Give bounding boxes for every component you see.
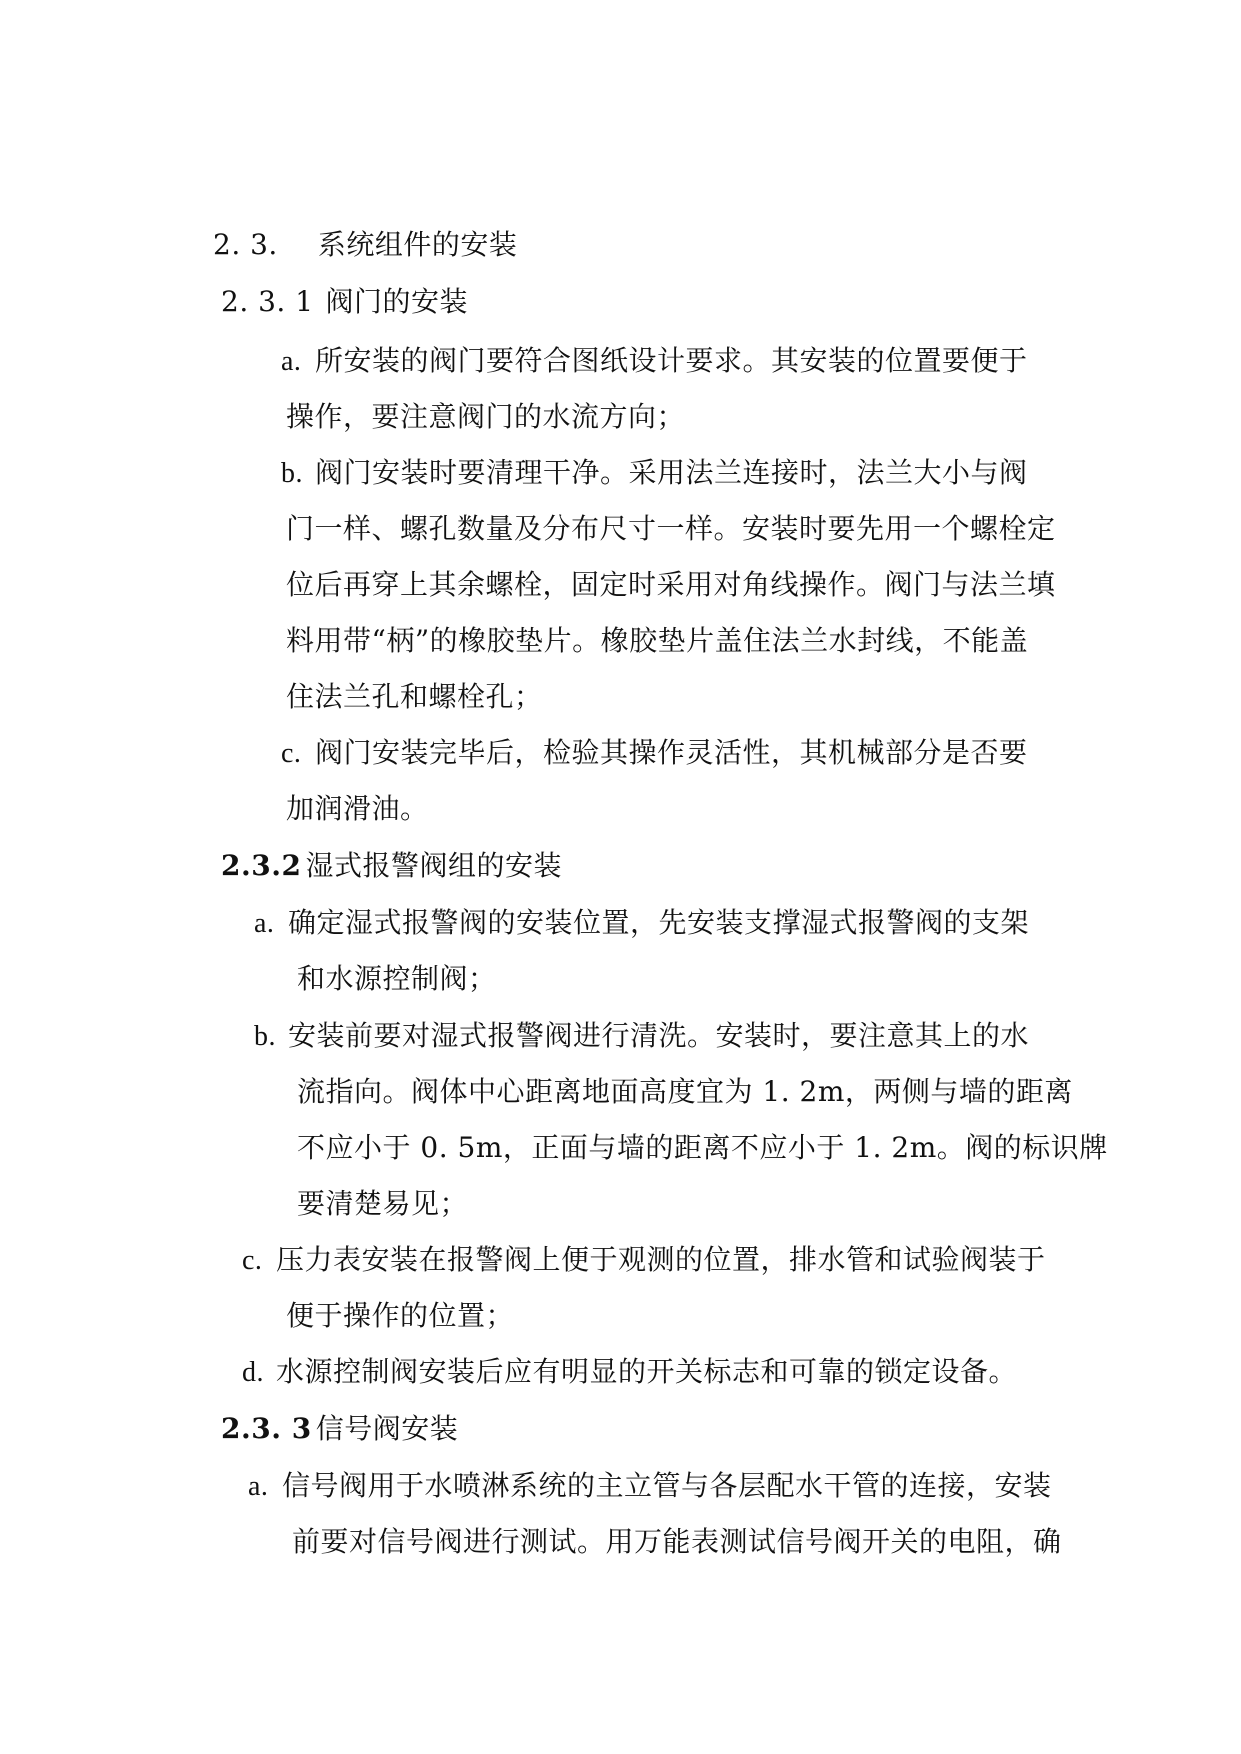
heading-2-3-2 <box>221 846 562 886</box>
list-item-continuation <box>297 1128 1108 1168</box>
list-item-continuation <box>286 621 1028 661</box>
list-item-text: 加润滑油。 <box>286 792 429 825</box>
list-item-2-3-1-c <box>281 733 1028 774</box>
list-item-text: 压力表安装在报警阀上便于观测的位置，排水管和试验阀装于 <box>276 1243 1046 1276</box>
list-item-text: 阀门安装完毕后，检验其操作灵活性，其机械部分是否要 <box>315 736 1028 769</box>
list-item-2-3-1-a <box>281 341 1028 382</box>
list-item-continuation <box>286 677 543 717</box>
heading-title: 阀门的安装 <box>325 285 469 318</box>
list-item-text: 确定湿式报警阀的安装位置，先安装支撑湿式报警阀的支架 <box>288 906 1030 939</box>
list-item-continuation <box>286 397 685 437</box>
list-item-continuation <box>286 565 1056 605</box>
heading-title: 信号阀安装 <box>315 1412 459 1445</box>
list-item-text: 阀门安装时要清理干净。采用法兰连接时，法兰大小与阀 <box>315 456 1028 489</box>
list-item-text: 便于操作的位置； <box>286 1299 515 1332</box>
heading-number: 2.3.2 <box>221 849 302 882</box>
list-marker: c. <box>242 1245 263 1276</box>
list-item-text: 和水源控制阀； <box>297 962 497 995</box>
list-item-text: 前要对信号阀进行测试。用万能表测试信号阀开关的电阻，确 <box>292 1525 1062 1558</box>
list-item-2-3-1-b <box>281 453 1028 494</box>
list-item-2-3-2-b <box>254 1016 1029 1057</box>
list-item-continuation <box>297 959 497 999</box>
list-item-text: 安装前要对湿式报警阀进行清洗。安装时，要注意其上的水 <box>288 1019 1030 1052</box>
heading-number: 2. 3. 1 <box>221 285 314 318</box>
list-marker: a. <box>281 346 302 377</box>
list-item-continuation <box>286 789 429 829</box>
list-item-text: 门一样、螺孔数量及分布尺寸一样。安装时要先用一个螺栓定 <box>286 512 1056 545</box>
list-marker: a. <box>248 1471 269 1502</box>
list-item-text: 操作，要注意阀门的水流方向； <box>286 400 686 433</box>
heading-title: 湿式报警阀组的安装 <box>305 849 562 882</box>
list-item-2-3-2-d <box>242 1352 1017 1393</box>
list-item-2-3-2-c <box>242 1240 1046 1281</box>
heading-number: 2. 3. <box>213 228 278 261</box>
list-marker: a. <box>254 908 275 939</box>
list-marker: b. <box>254 1021 276 1052</box>
list-marker: b. <box>281 458 303 489</box>
list-item-text: 要清楚易见； <box>297 1187 469 1220</box>
heading-2-3 <box>213 225 517 265</box>
list-item-continuation <box>286 1296 514 1336</box>
heading-number: 2.3. 3 <box>221 1412 312 1445</box>
list-item-continuation <box>286 509 1056 549</box>
list-item-text: 信号阀用于水喷淋系统的主立管与各层配水干管的连接，安装 <box>282 1469 1052 1502</box>
heading-2-3-3 <box>221 1409 458 1449</box>
list-item-continuation <box>297 1184 468 1224</box>
list-item-text: 料用带“柄”的橡胶垫片。橡胶垫片盖住法兰水封线，不能盖 <box>286 624 1029 657</box>
list-marker: d. <box>242 1357 264 1388</box>
list-item-text: 住法兰孔和螺栓孔； <box>286 680 543 713</box>
list-item-continuation <box>292 1522 1062 1562</box>
list-item-text: 不应小于 0. 5m，正面与墙的距离不应小于 1. 2m。阀的标识牌 <box>297 1131 1108 1164</box>
list-item-text: 所安装的阀门要符合图纸设计要求。其安装的位置要便于 <box>315 344 1028 377</box>
list-marker: c. <box>281 738 302 769</box>
heading-2-3-1 <box>221 282 468 322</box>
heading-title: 系统组件的安装 <box>317 228 518 261</box>
list-item-text: 位后再穿上其余螺栓，固定时采用对角线操作。阀门与法兰填 <box>286 568 1056 601</box>
list-item-text: 流指向。阀体中心距离地面高度宜为 1. 2m，两侧与墙的距离 <box>297 1075 1073 1108</box>
list-item-continuation <box>297 1072 1073 1112</box>
list-item-2-3-2-a <box>254 903 1029 944</box>
list-item-2-3-3-a <box>248 1466 1052 1507</box>
list-item-text: 水源控制阀安装后应有明显的开关标志和可靠的锁定设备。 <box>276 1355 1018 1388</box>
